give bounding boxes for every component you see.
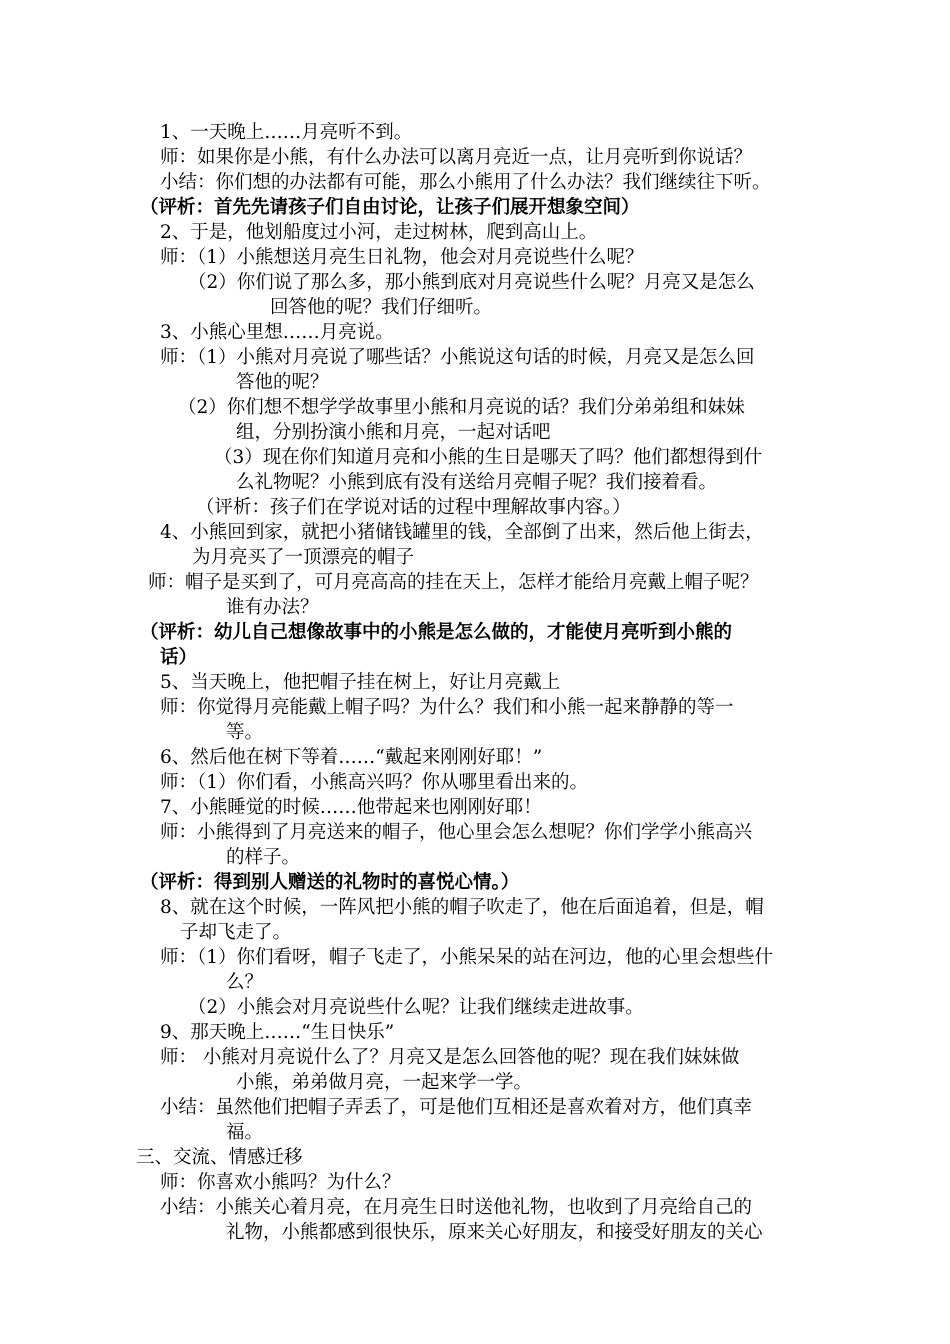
text-line: （2）小熊会对月亮说些什么呢？让我们继续走进故事。 bbox=[188, 997, 644, 1018]
text-line: 7、小熊睡觉的时候……他带起来也刚刚好耶！ bbox=[160, 797, 542, 818]
text-line: 小结：虽然他们把帽子弄丢了，可是他们互相还是喜欢着对方，他们真幸 bbox=[160, 1097, 753, 1118]
text-line: 小结：小熊关心着月亮，在月亮生日时送他礼物，也收到了月亮给自己的 bbox=[160, 1197, 753, 1218]
text-line: 答他的呢？ bbox=[236, 372, 329, 393]
text-line: 师：（1）小熊对月亮说了哪些话？小熊说这句话的时候，月亮又是怎么回 bbox=[160, 347, 755, 368]
text-line: 1、一天晚上……月亮听不到。 bbox=[160, 122, 413, 143]
text-line: 小结：你们想的办法都有可能，那么小熊用了什么办法？我们继续往下听。 bbox=[160, 172, 771, 193]
text-line: 4、小熊回到家，就把小猪储钱罐里的钱，全部倒了出来，然后他上街去， bbox=[160, 522, 764, 543]
text-line: 6、然后他在树下等着……“戴起来刚刚好耶！” bbox=[160, 747, 543, 768]
text-line: 师：你喜欢小熊吗？为什么？ bbox=[160, 1172, 401, 1193]
text-line: 等。 bbox=[226, 722, 264, 743]
text-line: （2）你们说了那么多，那小熊到底对月亮说些什么呢？月亮又是怎么 bbox=[188, 272, 755, 293]
text-line: 3、小熊心里想……月亮说。 bbox=[160, 322, 394, 343]
text-line: 么？ bbox=[226, 972, 264, 993]
text-line: 礼物，小熊都感到很快乐，原来关心好朋友，和接受好朋友的关心 bbox=[226, 1222, 763, 1243]
text-line: 师： 小熊对月亮说什么了？月亮又是怎么回答他的呢？现在我们妹妹做 bbox=[160, 1047, 740, 1068]
text-line: 2、于是，他划船度过小河，走过树林，爬到高山上。 bbox=[160, 222, 598, 243]
text-line: （2）你们想不想学学故事里小熊和月亮说的话？我们分弟弟组和妹妹 bbox=[178, 397, 745, 418]
text-line: 师：小熊得到了月亮送来的帽子，他心里会怎么想呢？你们学学小熊高兴 bbox=[160, 822, 753, 843]
text-line: 师：帽子是买到了，可月亮高高的挂在天上，怎样才能给月亮戴上帽子呢？ bbox=[148, 572, 759, 593]
text-line: 为月亮买了一顶漂亮的帽子 bbox=[192, 547, 415, 568]
commentary-line: （评析：首先先请孩子们自由讨论，让孩子们展开想象空间） bbox=[140, 197, 640, 218]
section-heading: 三、交流、情感迁移 bbox=[136, 1147, 303, 1168]
text-line: 5、当天晚上，他把帽子挂在树上，好让月亮戴上 bbox=[160, 672, 561, 693]
text-line: 福。 bbox=[226, 1122, 264, 1143]
text-line: 师：（1）小熊想送月亮生日礼物，他会对月亮说些什么呢？ bbox=[160, 247, 644, 268]
text-line: 回答他的呢？我们仔细听。 bbox=[270, 297, 493, 318]
text-line: 8、就在这个时候，一阵风把小熊的帽子吹走了，他在后面追着，但是，帽 bbox=[160, 897, 764, 918]
text-line: （3）现在你们知道月亮和小熊的生日是哪天了吗？他们都想得到什 bbox=[214, 447, 763, 468]
text-line: 的样子。 bbox=[226, 847, 301, 868]
text-line: 9、那天晚上……“生日快乐” bbox=[160, 1022, 395, 1043]
text-line: 师：如果你是小熊，有什么办法可以离月亮近一点，让月亮听到你说话？ bbox=[160, 147, 753, 168]
text-line: 师：（1）你们看，小熊高兴吗？你从哪里看出来的。 bbox=[160, 772, 589, 793]
text-line: 谁有办法？ bbox=[226, 597, 319, 618]
commentary-line: （评析：孩子们在学说对话的过程中理解故事内容。） bbox=[196, 497, 631, 518]
commentary-line: （评析：幼儿自己想像故事中的小熊是怎么做的，才能使月亮听到小熊的 bbox=[140, 622, 733, 643]
text-line: 师：（1）你们看呀，帽子飞走了，小熊呆呆的站在河边，他的心里会想些什 bbox=[160, 947, 774, 968]
commentary-line: 话） bbox=[160, 647, 198, 668]
text-line: 师：你觉得月亮能戴上帽子吗？为什么？我们和小熊一起来静静的等一 bbox=[160, 697, 734, 718]
commentary-line: （评析：得到别人赠送的礼物时的喜悦心情。） bbox=[140, 872, 520, 893]
text-line: 么礼物呢？小熊到底有没有送给月亮帽子呢？我们接着看。 bbox=[236, 472, 718, 493]
text-line: 小熊，弟弟做月亮，一起来学一学。 bbox=[236, 1072, 533, 1093]
text-line: 组，分别扮演小熊和月亮，一起对话吧 bbox=[236, 422, 551, 443]
text-line: 子却飞走了。 bbox=[180, 922, 292, 943]
